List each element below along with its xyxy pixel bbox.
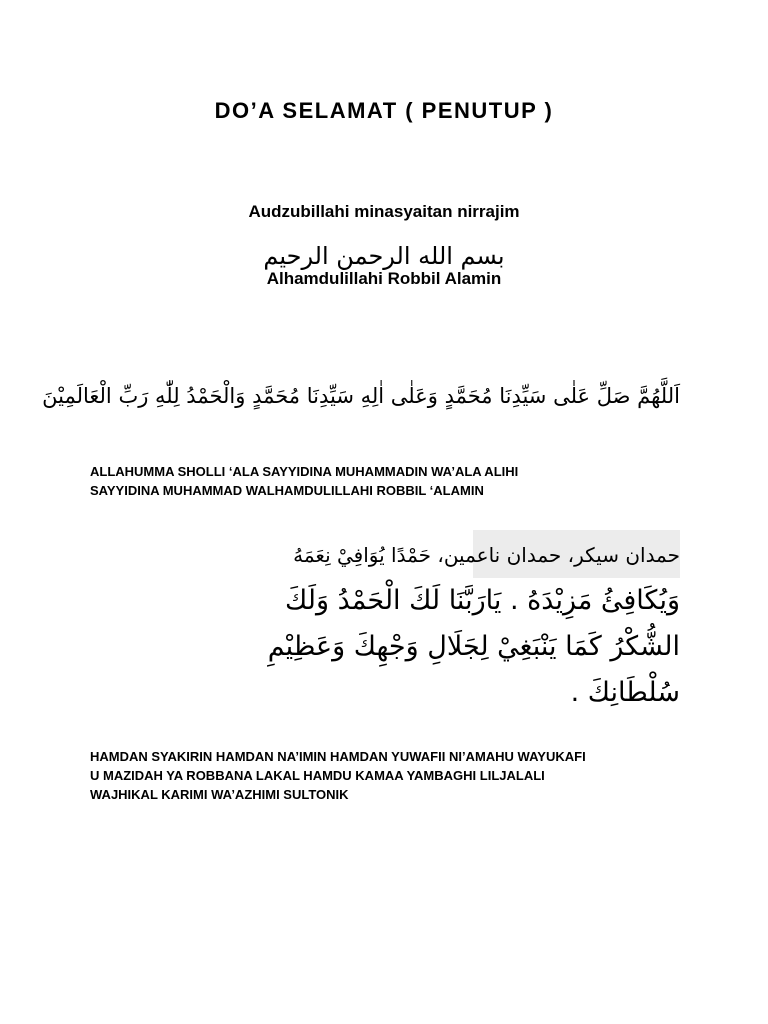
basmalah-calligraphy: بسم الله الرحمن الرحيم xyxy=(263,242,505,270)
hamdan-transliteration xyxy=(90,747,690,804)
sholawat-transliteration xyxy=(90,462,690,500)
page-title: DO’A SELAMAT ( PENUTUP ) xyxy=(214,98,554,123)
hamdan-translit-line-2: U MAZIDAH YA ROBBANA LAKAL HAMDU KAMAA YAMBAGHI LILJALALI xyxy=(90,768,545,783)
sholawat-arabic: اَللَّهُمَّ صَلِّ عَلٰى سَيِّدِنَا مُحَمَّدٍ وَعَلٰى اٰلِهِ سَيِّدِنَا مُحَمَّدٍ وَالْحَمْدُ لِلّٰهِ رَبِّ الْعَالَمِيْنَ xyxy=(42,384,680,408)
sholawat-translit-line-2: SAYYIDINA MUHAMMAD WALHAMDULILLAHI ROBBIL ‘ALAMIN xyxy=(90,483,484,498)
hamdan-arabic-line-4: سُلْطَانِكَ . xyxy=(570,677,680,708)
hamdan-arabic-line-3: الشُّكْرُ كَمَا يَنْبَغِيْ لِجَلَالِ وَجْهِكَ وَعَظِيْمِ xyxy=(267,631,680,662)
hamdan-arabic-line-2: وَيُكَافِئُ مَزِيْدَهُ . يَارَبَّنَا لَكَ الْحَمْدُ وَلَكَ xyxy=(285,585,680,616)
hamdan-translit-line-3: WAJHIKAL KARIMI WA’AZHIMI SULTONIK xyxy=(90,787,349,802)
hamdan-arabic-line-1: حمدان سيكر، حمدان ناعمين، حَمْدًا يُوَافِيْ نِعَمَهُ xyxy=(293,543,680,567)
hamdan-arabic-block xyxy=(267,530,680,714)
hamdan-translit-line-1: HAMDAN SYAKIRIN HAMDAN NA’IMIN HAMDAN YUWAFII NI’AMAHU WAYUKAFI xyxy=(90,749,586,764)
audzubillah-line: Audzubillahi minasyaitan nirrajim xyxy=(248,202,520,221)
alhamdulillah-line: Alhamdulillahi Robbil Alamin xyxy=(266,269,502,288)
sholawat-translit-line-1: ALLAHUMMA SHOLLI ‘ALA SAYYIDINA MUHAMMADIN WA’ALA ALIHI xyxy=(90,464,519,479)
